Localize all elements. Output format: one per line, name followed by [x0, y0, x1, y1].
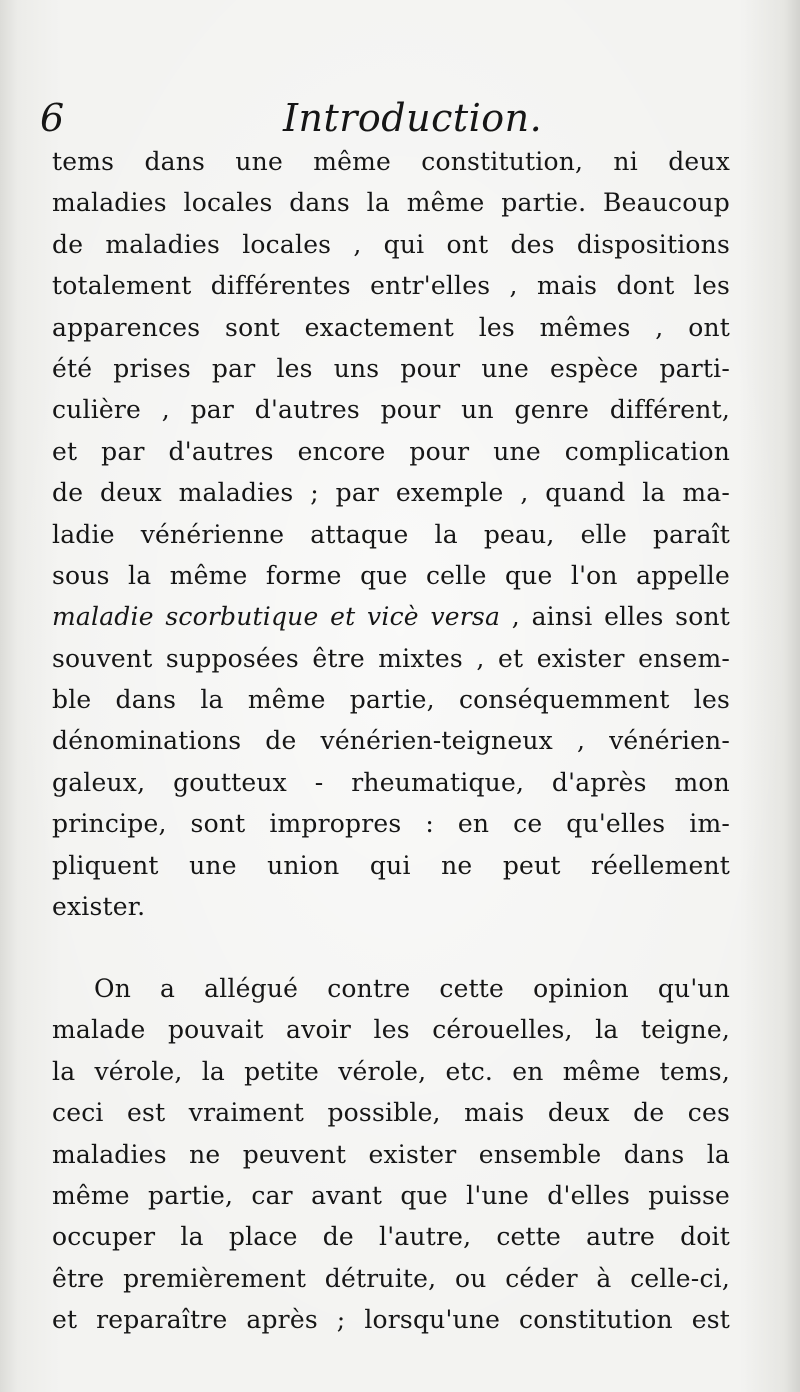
text-line: de maladies locales , qui ont des dispositions: [52, 229, 730, 259]
text-line: occuper la place de l'autre, cette autre doit: [52, 1222, 730, 1252]
text-line: ble dans la même partie, conséquemment les: [52, 685, 730, 715]
text-line: être premièrement détruite, ou céder à celle-ci,: [52, 1263, 730, 1293]
text-line: et par d'autres encore pour une complication: [52, 436, 730, 466]
paragraph-1: [52, 141, 730, 927]
text-line: ladie vénérienne attaque la peau, elle paraît: [52, 519, 730, 549]
text-line: malade pouvait avoir les cérouelles, la teigne,: [52, 1015, 730, 1045]
text-line: galeux, goutteux - rheumatique, d'après mon: [52, 767, 730, 797]
text-line: apparences sont exactement les mêmes , ont: [52, 312, 730, 342]
text-line: même partie, car avant que l'une d'elles puisse: [52, 1180, 730, 1210]
text-line: exister.: [52, 892, 146, 922]
text-line: principe, sont impropres : en ce qu'elles im-: [52, 809, 730, 839]
text-line: de deux maladies ; par exemple , quand la ma-: [52, 478, 730, 508]
italic-phrase: maladie scorbutique et vicè versa: [52, 602, 501, 632]
text-line: maladies locales dans la même partie. Beaucoup: [52, 188, 730, 218]
text-line-mixed: [52, 596, 730, 637]
page-header: [0, 88, 800, 148]
text-line: sous la même forme que celle que l'on appelle: [52, 560, 730, 590]
text-line: ceci est vraiment possible, mais deux de ces: [52, 1098, 730, 1128]
text-line-tail: , ainsi elles sont: [500, 602, 730, 632]
text-line: On a allégué contre cette opinion qu'un: [94, 974, 730, 1003]
text-line: culière , par d'autres pour un genre différent,: [52, 395, 730, 425]
running-title: Introduction.: [283, 96, 543, 140]
text-line: maladies ne peuvent exister ensemble dans la: [52, 1139, 730, 1169]
page-number: 6: [40, 96, 65, 140]
text-line: souvent supposées être mixtes , et exister ensem-: [52, 643, 730, 673]
text-line: la vérole, la petite vérole, etc. en même tems,: [52, 1056, 730, 1086]
text-line: totalement différentes entr'elles , mais dont les: [52, 271, 730, 301]
text-line: et reparaître après ; lorsqu'une constitution est: [52, 1305, 730, 1335]
text-line: tems dans une même constitution, ni deux: [52, 147, 730, 176]
text-line: été prises par les uns pour une espèce parti-: [52, 353, 730, 383]
paragraph-2: [52, 968, 730, 1341]
text-line: dénominations de vénérien-teigneux , vénérien-: [52, 726, 730, 756]
text-line: pliquent une union qui ne peut réellement: [52, 850, 730, 880]
